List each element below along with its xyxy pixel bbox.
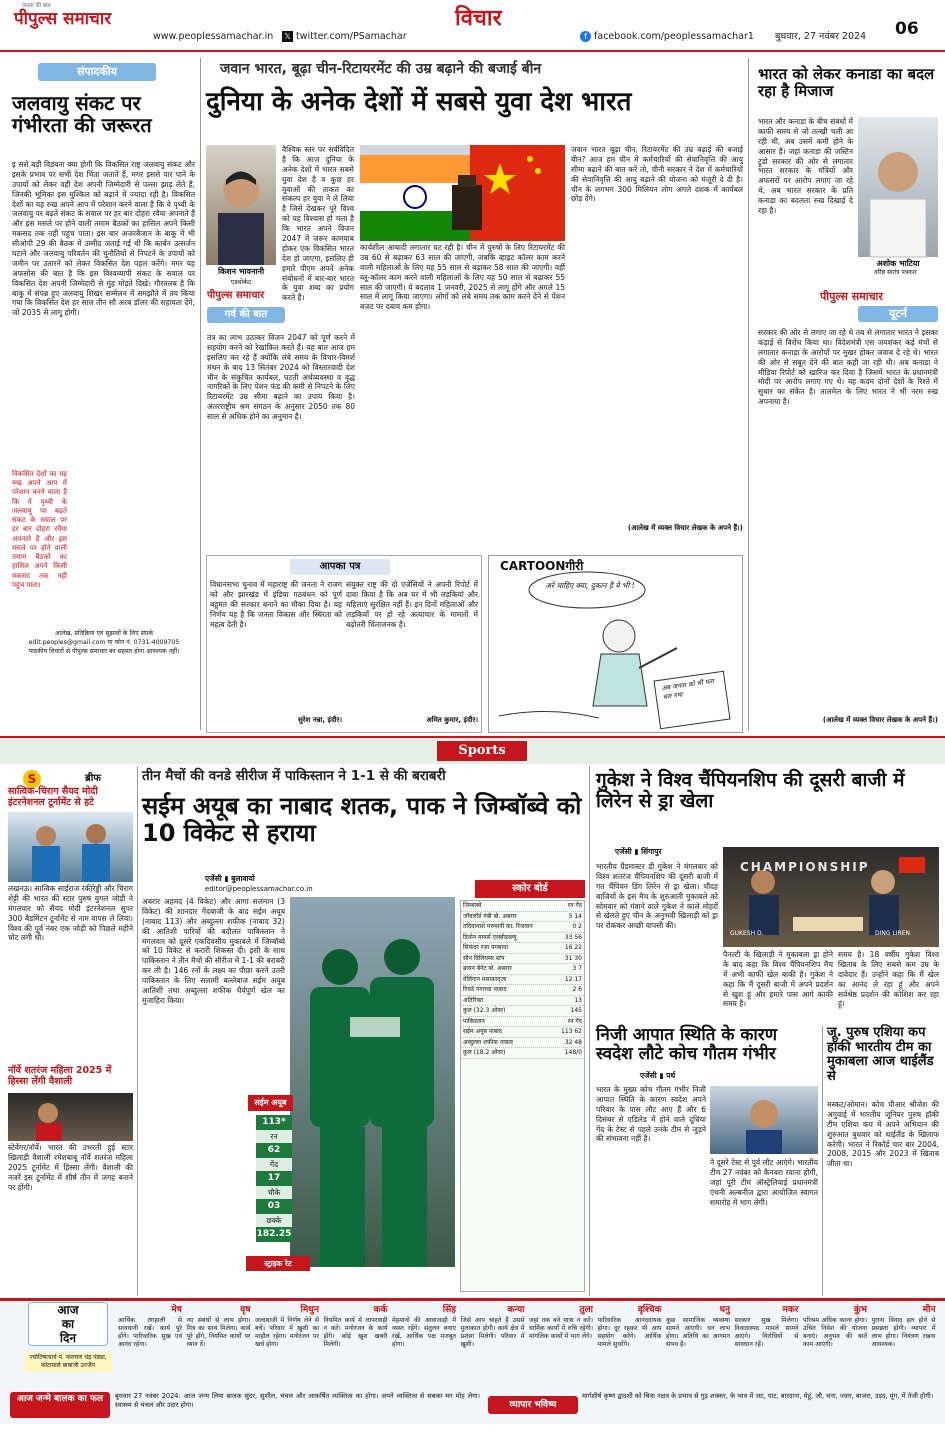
letter-1: विधानसभा चुनाव में महाराष्ट्र की जनता ने राजग को और झारखंड में इंडिया गठबंधन को पूर्ण बहुमत की सरकार बनाने का मौका दिया है। यह निर्णय यह है कि जनता विकास और स्थिरता को महत्व देती है। (210, 580, 342, 629)
main-kicker: जवान भारत, बूढ़ा चीन-रिटायरमेंट की उम्र बढ़ाने की बजाई बीन (220, 61, 542, 77)
india-china-flags-icon (360, 145, 565, 241)
stat-label: रन (256, 1130, 292, 1143)
page-number: 06 (895, 19, 919, 39)
brief-2-photo (8, 1093, 133, 1141)
scorecard-runs-balls: 113 62 (561, 1028, 582, 1035)
scorecard-player: कुल (32.3 ओवर) (463, 1007, 506, 1014)
letter-2-author: अमित कुमार, इंदौर। (426, 716, 478, 724)
canada-author-role: वरिष्ठ स्वतंत्र पत्रकार (874, 269, 917, 276)
cricketers-celebrating-icon (290, 897, 455, 1267)
scorecard-player: जिम्बाब्वे (463, 902, 482, 909)
canada-headline: भारत को लेकर कनाडा का बदल रहा है मिजाज (758, 65, 935, 100)
born-today-title: आज जन्मे बालक का फल (10, 1392, 110, 1418)
scorecard-runs-balls: 13 (574, 996, 582, 1004)
scorecard-runs-balls: 16 22 (564, 944, 582, 951)
scorecard-row (461, 943, 584, 954)
facebook-handle: facebook.com/peoplessamachar1 (594, 31, 754, 42)
sign-text: परिश्रम अधिक करना होगा। उचित निवेश की योजना बनाएं। अनुभव की बातें काम आएंगी। (803, 1316, 867, 1348)
cricket-byline: एजेंसी ▮ बुलावायो (205, 874, 255, 883)
scorecard-row (461, 964, 584, 975)
scorecard-row (461, 922, 584, 933)
cricket-kicker: तीन मैचों की वनडे सीरीज में पाकिस्तान ने 1-1 से की बराबरी (142, 768, 446, 784)
player-name: सईम अयूब (248, 1095, 293, 1111)
gambhir-right: ने दूसरे टेस्ट से पूर्व लौट आएंगे। भारतीय टीम 27 नवंबर को कैनबरा रवाना होगी, जहां पूरी टीम ऑस्ट्रेलियाई प्रधानमंत्री एंथनी अल्बनीज द्वारा आयोजित स्वागत समारोह में भाग लेगी। (710, 1158, 818, 1207)
editorial-footer-line: आलेख, प्रतिक्रिया एवं सुझावों के लिए संपर्क (54, 630, 154, 637)
scorecard-runs-balls: रन गेंद (567, 902, 582, 909)
cricket-photo (290, 897, 455, 1267)
scorecard-player: रिचर्ड नगारवा नाबाद (463, 986, 507, 993)
brief-2-headline: नॉर्वे शतरंज महिला 2025 में हिस्सा लेंगी वैशाली (8, 1065, 112, 1087)
stat-label: गेंद (256, 1158, 292, 1171)
sign-name: कन्या (507, 1305, 525, 1315)
column-divider (822, 1026, 823, 1296)
horoscope-sign (598, 1305, 662, 1387)
sign-name: कर्क (373, 1305, 388, 1315)
sign-text: आर्थिक तंगहाली से सावधानी रखें। कार्य पूरे होंगे। पारिवारिक सुख एवं आनंद रहेगा। (118, 1316, 182, 1348)
stat-value: 62 (256, 1143, 292, 1158)
scorecard-row (461, 954, 584, 965)
hockey-body: मस्कट/ओमान। कोच पीआर श्रीजेश की अगुवाई में भारतीय जूनियर पुरुष हॉकी टीम एशिया कप में अपने अभियान की शुरुआत बुधवार को थाईलैंड के खिलाफ करेगी। भारत ने रिकॉर्ड चार बार 2004, 2008, 2015 और 2023 में खिताब जीता था। (827, 1100, 939, 1169)
canada-author-name: अशोक भाटिया (876, 259, 920, 268)
cartoon-bubble: अरे चाहिए क्या, दुकान है ये भी ! (545, 581, 635, 590)
scorecard-player: कुल (18.2 ओवर) (463, 1049, 506, 1056)
scorecard-player: ब्रायन बेनेट बो. अबरार (463, 965, 512, 972)
site-url[interactable]: www.peoplessamachar.in (153, 31, 274, 42)
horoscope-sign (803, 1305, 867, 1387)
sign-name: वृष (240, 1305, 251, 1315)
stat-label: स्ट्राइक रेट (246, 1256, 310, 1271)
horoscope-title-line: दिन (59, 1331, 77, 1345)
gambhir-photo (710, 1086, 818, 1154)
sports-label: Sports (437, 741, 527, 761)
coach-portrait-icon (710, 1086, 818, 1154)
cartoon-sign: अब जनता को भी पता चल गया (661, 677, 715, 701)
scorecard-runs-balls: 12 17 (564, 975, 582, 983)
main-col1-cont (286, 289, 354, 329)
brief-1-body: लखनऊ। सात्विक साईराज रंकीरेड्डी और चिराग शेट्टी की भारत की स्टार पुरुष युगल जोड़ी ने मंगलवार को सैयद मोदी इंटरनेशनल सुपर 300 बैडमिंटन टूर्नामेंट से नाम वापस ले लिया। विश्व की पूर्व नंबर एक जोड़ी को पिछले महीने चोट लगी थी। (8, 884, 133, 943)
sign-text: पारिवारिक आनंददायक होगा। दूर रहकर भी आप सहयोग करेंगे। आर्थिक मामले सुधरेंगे। (597, 1316, 662, 1348)
scorecard-player: वेलिंग्टन मसाकाद्जा (463, 975, 507, 983)
column-divider (589, 766, 590, 1296)
sign-text: जिसे आप चाहते हैं उससे मुलाकात होगी। कार्य क्षेत्र में प्रशंसा मिलेगी। परिवार में खुशी। (460, 1316, 525, 1348)
sign-name: कुंभ (853, 1305, 867, 1315)
editorial-footer (12, 630, 196, 657)
scorecard-player: अतिरिक्त (463, 996, 484, 1004)
sign-text: मेहमानों की आवाजाही में व्यस्त रहेंगे। संतुलन बनाए रखें, आर्थिक पक्ष मजबूत होगा। (392, 1316, 456, 1348)
chess-body: भारतीय ग्रैंडमास्टर डी गुकेश ने मंगलवार को विश्व शतरंज चैंपियनशिप की दूसरी बाजी में गत चैंपियन डिंग लिरेन से ड्रा खेला। चौदह बाजियों के इस मैच के शुरुआती मुकाबले को सोमवार को गंवाने वाले गुकेश ने काले मोहरों से खेलते हुए चीन के अनुभवी खिलाड़ी को ड्रा पर रोककर अच्छी वापसी की। (596, 862, 718, 931)
stat-label: छक्के (256, 1214, 292, 1227)
scorecard-player: तदिवानाशे मरुमानी का. रिजवान (463, 923, 533, 930)
chess-caption-1: GUKESH D. (730, 930, 764, 937)
sign-name: मीन (922, 1305, 936, 1315)
scorecard-runs-balls: 148/0 (564, 1049, 582, 1056)
horoscope-sign (324, 1305, 388, 1387)
x-icon: 𝕏 (282, 31, 293, 42)
stat-value: 03 (256, 1199, 292, 1214)
author-avatar-icon (206, 145, 276, 265)
horoscope-sign (187, 1305, 251, 1387)
hockey-top: समय है। 18 वर्षीय गुकेश विश्व खिताब के लिए सबसे कम उम्र के दावेदार हैं। उन्होंने कहा कि मैं खेल का आनंद ले रहा हूं और अपने सर्वश्रेष्ठ प्रदर्शन की कोशिश कर रहा हूं। (838, 950, 939, 1009)
market-title: व्यापार भविष्य (488, 1396, 578, 1414)
scorecard-player: सिकंदर रजा पगबाधा (463, 944, 509, 951)
scorecard-row (461, 912, 584, 923)
chess-caption-2: DING LIREN (875, 930, 910, 937)
sign-text: नियमित कार्य में लापरवाही न करें। मनोरंजन के कार्य होंगे। कोई खुश खबरी मिलेगी। (323, 1316, 388, 1348)
author-photo (206, 145, 276, 265)
chess-player-icon (8, 1093, 133, 1141)
scorecard-runs-balls: 5 14 (568, 912, 582, 920)
scorecard-player: डियोन मायर्स एलबीडब्ल्यू (463, 933, 517, 941)
author-name: किशन भावनानी (217, 267, 265, 276)
brief-2-body: स्टेवेंगर/नॉर्वे। भारत की उभरती हुई स्टार खिलाड़ी वैशाली रमेशबाबू नॉर्वे शतरंज महिला 2025 टूर्नामेंट में हिस्सा लेंगी। वैशाली की नजरें इस टूर्नामेंट में शीर्ष तीन में जगह बनाने पर होंगी। (8, 1143, 133, 1192)
chess-photo-text: CHAMPIONSHIP (740, 860, 870, 874)
scorecard-row (461, 1048, 584, 1059)
scorecard-runs-balls: 32 48 (564, 1038, 582, 1046)
hockey-headline: जू. पुरुष एशिया कप हॉकी भारतीय टीम का मुकाबला आज थाईलैंड से (827, 1025, 934, 1084)
author-role: एडवोकेट (230, 278, 252, 286)
astrologer-credit: ज्योतिषाचार्य पं. नारायण चंद्र पंड्या, कोटावाले बाबाजी उज्जैन (24, 1352, 112, 1372)
column-divider (137, 766, 138, 1296)
gambhir-byline: एजेंसी ▮ पर्थ (640, 1071, 676, 1080)
sign-name: सिंह (442, 1305, 456, 1315)
horoscope-sign (255, 1305, 319, 1387)
twitter-link[interactable] (282, 31, 407, 44)
stat-value: 113* (256, 1115, 292, 1130)
scorecard-row (461, 1027, 584, 1038)
facebook-link[interactable] (580, 31, 754, 44)
cricket-body: अबरार अहमद (4 विकेट) और आगा सलमान (3 विकेट) की शानदार गेंदबाजी के बाद सईम अयूब (नाबाद 113) और अब्दुल्ला शफीक (नाबाद 32) की आतिशी पारियों की बदौलत पाकिस्तान ने मंगलवार को दूसरे एकदिवसीय मुकाबले में जिम्बॉब्वे को 10 विकेट से करारी शिकस्त दी। इसी के साथ पाकिस्तान ने तीन मैचों की सीरीज में 1-1 की बराबरी कर ली है। 146 रनों के लक्ष्य का पीछा करने उतरी पाकिस्तान के लिए सलामी बल्लेबाज सईम अयूब आतिशी तथा अब्दुल्ला शफीक धैर्यपूर्ण खेल का मुजाहिरा किया। (142, 897, 285, 1005)
chess-right: पैनल्टी के खिलाड़ी ने मुकाबला ड्रा होने के बाद कहा कि विश्व चैंपियनशिप मैच में अभी काफी खेल बाकी है। गुकेश ने कहा कि मैं दूसरी बाजी में अपने प्रदर्शन से खुश हूं और हमारे पास आगे काफी समय है। (723, 950, 833, 1009)
main-brand: पीपुल्स समाचार (207, 290, 265, 301)
canada-body-top: भारत और कनाडा के बीच संबंधों में काफी समय से जो तल्खी चली आ रही थी, अब उसमें कमी होने के आसार हैं। जहां कनाडा की जस्टिन ट्रूडो सरकार की ओर से लगातार भारत सरकार के मंत्रियों और अफसरों पर आरोप लगाए जा रहे थे, अब भारत सरकार के प्रति कनाडा का बदलता रुख दिखाई दे रहा है। (758, 117, 853, 216)
editorial-tag: संपादकीय (38, 63, 156, 81)
letters-title: आपका पत्र (290, 559, 390, 575)
horoscope-sign (735, 1305, 799, 1387)
badminton-players-icon (8, 812, 133, 882)
main-col3: कार्यशील आबादी लगातार घट रही है। चीन में पुरुषों के लिए रिटायरमेंट की उम्र 60 से बढ़ाकर 63 साल की जाएगी, जबकि व्हाइट कॉलर काम करने वाली महिलाओं के लिए यह 55 साल से बढ़ाकर 58 साल की जाएगी। वहीं ब्लू-कॉलर काम करने वाली महिलाओं के लिए यह 50 साल से बढ़ाकर 55 साल की जाएगी। ये बदलाव 1 जनवरी, 2025 से लागू होंगे और अगले 15 साल में लागू किया जाएगा। लोगों को लंबे समय तक काम करने देने से पेंशन बजट पर दबाव कम होगा। (360, 243, 565, 312)
stat-label: चौके (256, 1186, 292, 1199)
horoscope-title-line: का (61, 1317, 75, 1331)
main-footer: (आलेख में व्यक्त विचार लेखक के अपने हैं।) (627, 524, 743, 532)
cricket-headline: सईम अयूब का नाबाद शतक, पाक ने जिम्बॉब्वे को 10 विकेट से हराया (142, 792, 582, 847)
editorial-body: इ ससे बड़ी विडंबना क्या होगी कि विकसित राष्ट्र जलवायु संकट और इसके प्रभाव पर सभी देश चिंता जताते हैं, मगर इससे पार पाने के उपायों को लेकर वही देश अपनी जिम्मेदारी से पल्ला झाड़ लेते हैं, जिनकी भूमिका इस मुश्किल को बढ़ाने में ज्यादा रही है। विकसित देशों का यह रुख अपने आप में परेशान करने वाला है कि वे पृथ्वी के जलवायु पर बढ़ते संकट के सवाल पर हर बार दोहरा रवैया अपनाते हैं और इस मसले पर होने वाली तमाम बैठकों का हासिल अपने किसी मकसद तक नहीं पहुंच पाता। इस बार अजरबैजान के बाकू में भी सीओपी 29 की बैठक में उम्मीद जताई गई थी कि कार्बन उत्सर्जन घटाने और जलवायु परिवर्तन की चुनौतियों से निपटने के उपायों को जमीन पर उतारने को लेकर विकसित देश पहल करेंगे। मगर यह अफसोस की बात है कि इस विश्वव्यापी संकट के सवाल पर विकसित देश अपनी जिम्मेदारी से मुंह मोड़ते दिखे। गौरतलब है कि बाकू में संपन्न हुए जलवायु शिखर सम्मेलन में समझौते में तय किया गया कि विकसित देश हर साल तीन सौ अरब डॉलर की सहायता देंगे, जो 2035 से लागू होगी। (12, 160, 195, 318)
scorecard-player: अब्दुल्ला शफीक नाबाद (463, 1038, 513, 1046)
main-col2: तंत्र का लाभ उठाकर विजन 2047 को पूर्ण करने में सहयोग करने को रेखांकित करते हैं। यह बात आज हम इसलिए कर रहे हैं क्योंकि लंबे समय के विचार-विमर्श मंथन के बाद 13 सितंबर 2024 को विस्तारवादी देश चीन के संकुचित कार्यबल, घटती अर्थव्यवस्था व वृद्ध नागरिकों के लिए पेंशन फंड की कमी से निपटने के लिए रिटायरमेंट उम्र सीमा बढ़ाने का उपाय किया है। अंतरराष्ट्रीय श्रम संगठन के अनुसार 2050 तक 80 साल से अधिक होने का अनुमान है। (207, 333, 355, 422)
letter-1-author: सुरेश नन्ना, इंदौर। (297, 716, 342, 724)
horoscope-title (28, 1302, 108, 1346)
sign-name: मकर (782, 1305, 799, 1315)
sign-name: मेष (171, 1305, 182, 1315)
canada-column-tag: यूटर्न (858, 306, 938, 322)
canada-brand: पीपुल्स समाचार (820, 290, 883, 303)
scorecard-row (461, 901, 584, 912)
canada-footer: (आलेख में व्यक्त विचार लेखक के अपने हैं।) (822, 716, 938, 724)
brief-1-photo (8, 812, 133, 882)
main-col4: जवान भारत बूढ़ा चीन, रिटायरमेंट की उम्र बढ़ाई की बजाई बीन? आज हम चीन में कर्मचारियों की सेवानिवृत्ति की आयु सीमा बढ़ाने की बात करें तो, चीनी सरकार ने देश में कर्मचारियों की सेवानिवृत्ति की आयु बढ़ाने की योजना को मंजूरी दे दी है। चीन के लगभग 300 मिलियन लोग अगले दशक में कार्यबल छोड़ देंगे। (571, 145, 743, 204)
editorial-disclaimer: पाठकीय विचारों से पीपुल्स समाचार का सहमत होना आवश्यक नहीं। (28, 647, 180, 655)
horoscope-sign (666, 1305, 730, 1387)
horoscope-sign (872, 1305, 936, 1387)
scorecard-row (461, 996, 584, 1007)
brief-1-headline: सात्विक-चिराग सैयद मोदी इंटरनेशनल टूर्नामेंट से हटे (8, 786, 98, 808)
column-divider (200, 58, 201, 730)
sports-badge: S (23, 770, 41, 788)
scorecard-runs-balls: 2 6 (572, 986, 582, 993)
canada-body: सरकार की ओर से लगाए जा रहे थे तब से लगातार भारत ने इसका कड़ाई से विरोध किया था। विदेशमंत्री एस जयशंकर कई मंचों से लगातार कनाडा के आरोपों पर मुखर होकर जवाब दे रहे थे। भारत की ओर से सबूत देने की बात कही जा रही थी। अब कनाडा ने मीडिया रिपोर्ट को खारिज कर दिया है जिसमें भारत के प्रधानमंत्री मोदी पर आरोप लगाए गए थे। यह कदम दोनों देशों के रिश्ते में सुधार का संकेत है। तालमेल के लिए भारत ने भी नरम रुख अपनाया है। (758, 328, 938, 407)
column-divider (748, 58, 749, 730)
born-today-text: बुधवार 27 नवंबर 2024: आज जन्म लिया बालक सुंदर, सुशील, चंचल और आकर्षित व्यक्तित्व का होगा। अपने व्यक्तित्व से सबका मन मोह लेगा। स्वास्थ्य से चंचल और उदार होगा। (115, 1392, 480, 1409)
editorial-email[interactable]: edit.peoples@gmail.com या फोन नं. 0731-4009705 (28, 638, 180, 646)
scorecard-row (461, 1038, 584, 1049)
sign-name: मिथुन (300, 1305, 319, 1315)
main-headline: दुनिया के अनेक देशों में सबसे युवा देश भारत (206, 87, 632, 117)
scorecard-runs-balls: 33 56 (564, 933, 582, 941)
editorial-headline: जलवायु संकट पर गंभीरता की जरूरत (12, 91, 152, 138)
cartoon-title: CARTOONगीरी (500, 559, 584, 573)
gambhir-body: भारत के मुख्य कोच गौतम गंभीर निजी आपात स्थिति के कारण स्वदेश अपने परिवार के पास लौट आए हैं और 6 दिसंबर से एडिलेड में होने वाले दूधिया गेंद के टेस्ट से पहले उनके टीम से जुड़ने की संभावना नहीं है। (596, 1085, 706, 1144)
scorecard-row (461, 1006, 584, 1017)
scorecard-row (461, 1017, 584, 1028)
horoscope-sign (118, 1305, 182, 1387)
author-avatar-icon (858, 117, 938, 257)
chess-byline: एजेंसी ▮ सिंगापुर (615, 847, 662, 856)
sign-text: जहां तक बने यात्रा न करें। धार्मिक कार्यों में रुचि रहेगी। मांगलिक कार्यों में भाग लेंगे। (529, 1316, 593, 1340)
cricket-email[interactable]: editor@peoplessamachar.co.in (205, 885, 313, 893)
scorecard-player: सईम अयूब नाबाद (463, 1028, 502, 1035)
editorial-pullquote: विकसित देशों का यह रुख अपने आप में परेशान करने वाला है कि वे पृथ्वी के जलवायु पर बढ़ते संकट के सवाल पर हर बार दोहरा रवैया अपनाते हैं और इस मसले पर होने वाली तमाम बैठकों का हासिल अपने किसी मकसद तक नहीं पहुंच पाता। (12, 470, 67, 620)
sign-text: कुछ सामाजिक व्यवस्था सामने आएगी। धन लाभ होगा। अतिथि का आगमन संभव है। (666, 1316, 730, 1348)
scorecard-player: पाकिस्तान (463, 1017, 485, 1025)
sign-name: तुला (579, 1305, 593, 1315)
section-title: विचार (455, 6, 502, 31)
facebook-icon: f (580, 31, 591, 42)
scorecard-player: सीन विलियम्स स्टंप (463, 954, 505, 962)
scorecard-runs-balls: रन गेंद (567, 1017, 582, 1025)
sign-text: जल्दबाजी में निर्णय लेने से बचें। परिवार में खुशी का माहौल रहेगा। मनोरंजन पर खर्च होगा। (255, 1316, 319, 1348)
scorecard-player: जॉयलॉर्ड गंबी बो. अबरार (463, 912, 517, 920)
sign-text: सरकार सुख मिलेगा। विवादास्पद मामले सामने आएंगे। विरोधियों से सावधान रहें। (734, 1316, 799, 1348)
scorecard-runs-balls: 145 (570, 1007, 582, 1014)
sign-name: वृश्चिक (637, 1305, 662, 1315)
scorecard (460, 900, 585, 1292)
scorecard-runs-balls: 0 2 (572, 923, 582, 930)
scorecard-row (461, 975, 584, 986)
horoscope-sign (461, 1305, 525, 1387)
scorecard-row (461, 985, 584, 996)
scorecard-row (461, 933, 584, 944)
letter-2: संयुक्त राष्ट्र की दो एजेंसियों ने अपनी रिपोर्ट में दावा किया है कि अब घर में भी लड़कियां और महिलाएं सुरक्षित नहीं हैं। इन दिनों महिलाओं और लड़कियों पर हो रहे अत्याचार के मामलों में बढ़ोतरी चिंताजनक है। (346, 580, 478, 629)
canada-author-photo (858, 117, 938, 257)
brand-logo[interactable]: पीपुल्स समाचार (14, 9, 112, 29)
sign-text: पुराना विवाद हल होने से प्रसन्नता होगी। व्यापार में लाभ होगा। नियंत्रण रखना आवश्यक। (871, 1316, 936, 1348)
scorecard-rows (461, 901, 584, 1059)
stat-value: 17 (256, 1171, 292, 1186)
stat-value: 182.25 (256, 1227, 292, 1242)
column-tag: गर्व की बात (207, 307, 285, 323)
scorecard-title: स्कोर बोर्ड (475, 880, 585, 898)
market-text: मार्गशीर्ष कृष्ण द्वादशी को चित्रा नक्षत्र के प्रभाव से गुड़ शक्कर, के भाव में जट, पाट, बारदाना, मेहूं, जौ, चना, ज्वार, बाजरा, उड़द, मूंग, में तेजी होगी। (582, 1392, 934, 1400)
horoscope-sign (392, 1305, 456, 1387)
brand-tagline: जनता की बात (22, 3, 51, 9)
sign-text: नए संबंधों से लाभ होगा। मित्र का साथ मिलेगा। कार्य पूरे होंगे, नियमित कार्यों पर ध्यान दें। (186, 1316, 251, 1348)
main-col1: वैश्विक स्तर पर सर्वविदित है कि आज दुनिया के अनेक देशों में भारत सबसे युवा देश है व कुछ हर युवाओं की ताकत का संकल्प हर युवा ने ले लिया है जिसे देखकर पूरे विश्व को यह विश्वास हो चला है कि भारत अपने विजन 2047 में जरूर कामयाब होकर एक विकसित भारत देश हो जाएगा, इसलिए ही हमारे पीएम अपने अनेक संबोधनों में बार-बार भारत के युवा शब्द का प्रयोग करते हैं। (282, 145, 354, 303)
horoscope-sign (529, 1305, 593, 1387)
chess-headline: गुकेश ने विश्व चैंपियनशिप की दूसरी बाजी में लिरेन से ड्रा खेला (596, 769, 905, 813)
gambhir-headline: निजी आपात स्थिति के कारण स्वदेश लौटे कोच गौतम गंभीर (596, 1025, 778, 1065)
twitter-handle: twitter.com/PSamachar (296, 31, 407, 42)
horoscope-title-line: आज (57, 1303, 79, 1317)
flags-illustration (360, 145, 565, 241)
scorecard-runs-balls: 3 7 (572, 965, 582, 972)
sign-name: धनु (719, 1305, 730, 1315)
brief-title: ब्रीफ (85, 773, 102, 784)
scorecard-runs-balls: 31 30 (564, 954, 582, 962)
player-stats (256, 1115, 292, 1242)
issue-date: बुधवार, 27 नवंबर 2024 (775, 31, 867, 42)
